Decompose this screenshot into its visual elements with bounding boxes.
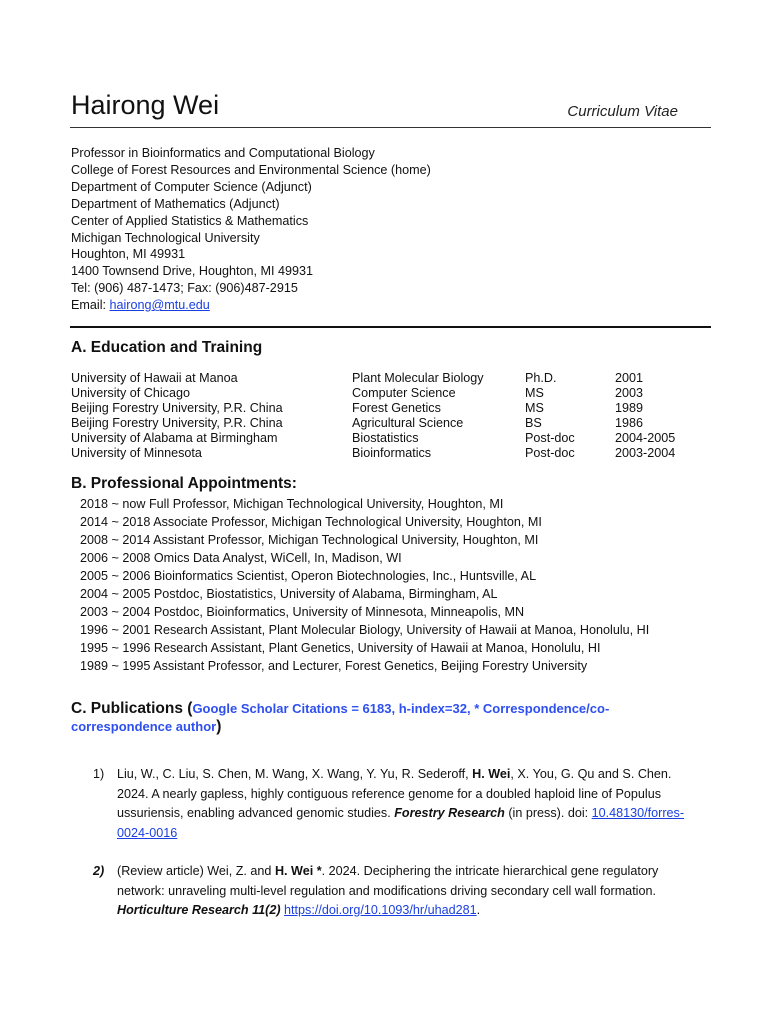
education-degree: Post-doc: [525, 431, 575, 445]
education-degree: Post-doc: [525, 446, 575, 460]
contact-line: Professor in Bioinformatics and Computational Biology: [71, 146, 375, 160]
publication-citation: [117, 765, 692, 843]
publications-paren-close: ): [216, 718, 222, 735]
contact-block: [71, 145, 431, 314]
publication-citation: [117, 862, 692, 921]
education-institution: University of Alabama at Birmingham: [71, 431, 278, 445]
education-year: 1989: [615, 401, 644, 415]
contact-line: Tel: (906) 487-1473; Fax: (906)487-2915: [71, 281, 298, 296]
appointment-item: 1996 ~ 2001 Research Assistant, Plant Molecular Biology, University of Hawaii at Manoa, Honolulu, HI: [80, 623, 650, 637]
contact-line: Department of Computer Science (Adjunct): [71, 179, 312, 194]
appointment-item: 2014 ~ 2018 Associate Professor, Michigan Technological University, Houghton, MI: [80, 515, 542, 529]
document-type-label: Curriculum Vitae: [567, 103, 678, 120]
education-institution: University of Minnesota: [71, 446, 202, 460]
education-institution: University of Chicago: [71, 386, 190, 400]
publications-citation-note: Google Scholar Citations = 6183, h-index=32, * Correspondence/co-correspondence author: [71, 701, 610, 734]
appointment-item: 1995 ~ 1996 Research Assistant, Plant Genetics, University of Hawaii at Manoa, Honolulu, HI: [80, 641, 601, 655]
education-degree: MS: [525, 386, 544, 400]
author-name: Hairong Wei: [71, 90, 220, 120]
citation-detail: (in press). doi:: [504, 806, 592, 820]
appointments-list: [80, 495, 649, 675]
education-field: Forest Genetics: [352, 401, 441, 415]
appointment-item: 2004 ~ 2005 Postdoc, Biostatistics, University of Alabama, Birmingham, AL: [80, 587, 498, 601]
citation-title: , X. You, G. Qu and S. Chen. 2024. A nearly gapless, highly contiguous reference genome for a doubled haploid line of Populus ussuriensis, enabling advanced genomic studies.: [117, 767, 672, 820]
contact-line: Michigan Technological University: [71, 230, 260, 245]
citation-doi-link[interactable]: https://doi.org/10.1093/hr/uhad281: [284, 903, 477, 917]
education-field: Agricultural Science: [352, 416, 464, 430]
publication-number: 2): [93, 864, 105, 878]
appointment-item: 2018 ~ now Full Professor, Michigan Technological University, Houghton, MI: [80, 497, 504, 511]
education-field: Bioinformatics: [352, 446, 432, 460]
citation-tail: .: [476, 903, 481, 917]
education-degrees: [525, 371, 575, 461]
contact-line: College of Forest Resources and Environmental Science (home): [71, 162, 431, 177]
education-heading: A. Education and Training: [71, 339, 263, 356]
appointment-item: 1989 ~ 1995 Assistant Professor, and Lecturer, Forest Genetics, Beijing Forestry University: [80, 659, 588, 673]
education-year: 2003: [615, 386, 644, 400]
appointment-item: 2005 ~ 2006 Bioinformatics Scientist, Operon Biotechnologies, Inc., Huntsville, AL: [80, 569, 537, 583]
education-years: [615, 371, 675, 461]
education-degree: Ph.D.: [525, 371, 557, 385]
appointment-item: 2006 ~ 2008 Omics Data Analyst, WiCell, In, Madison, WI: [80, 551, 402, 565]
education-institution: University of Hawaii at Manoa: [71, 371, 238, 385]
email-line: [71, 297, 431, 314]
publication-number: 1): [93, 767, 105, 781]
contact-line: Center of Applied Statistics & Mathematics: [71, 213, 309, 228]
citation-self-author: H. Wei *: [274, 864, 322, 878]
education-field: Computer Science: [352, 386, 456, 400]
education-degree: BS: [525, 416, 542, 430]
appointment-item: 2003 ~ 2004 Postdoc, Bioinformatics, University of Minnesota, Minneapolis, MN: [80, 605, 525, 619]
education-institution: Beijing Forestry University, P.R. China: [71, 401, 283, 415]
section-divider: [70, 326, 711, 328]
email-label: Email:: [71, 298, 110, 313]
education-institutions: [71, 371, 283, 461]
header-divider: [70, 127, 711, 128]
citation-title: . 2024. Deciphering the intricate hierarchical gene regulatory network: unraveling multi-level regulation and modifications driving secondary cell wall formation.: [117, 864, 659, 898]
citation-journal: Horticulture Research 11(2): [117, 903, 281, 917]
education-year: 1986: [615, 416, 644, 430]
publications-title: C. Publications: [71, 700, 183, 717]
education-institution: Beijing Forestry University, P.R. China: [71, 416, 283, 430]
education-field: Plant Molecular Biology: [352, 371, 484, 385]
citation-journal: Forestry Research: [394, 806, 505, 820]
education-fields: [352, 371, 484, 461]
publications-heading: [71, 700, 631, 736]
citation-self-author: H. Wei: [472, 767, 511, 781]
email-link[interactable]: hairong@mtu.edu: [109, 298, 210, 313]
education-degree: MS: [525, 401, 544, 415]
appointments-heading: B. Professional Appointments:: [71, 475, 297, 492]
education-year: 2003-2004: [615, 446, 676, 460]
citation-authors: Liu, W., C. Liu, S. Chen, M. Wang, X. Wang, Y. Yu, R. Sederoff,: [117, 767, 473, 781]
citation-doi-link[interactable]: 10.48130/forres-0024-0016: [117, 806, 685, 840]
contact-line: 1400 Townsend Drive, Houghton, MI 49931: [71, 264, 314, 279]
citation-authors: (Review article) Wei, Z. and: [117, 864, 275, 878]
publications-paren-open: (: [182, 700, 193, 717]
appointment-item: 2008 ~ 2014 Assistant Professor, Michigan Technological University, Houghton, MI: [80, 533, 539, 547]
contact-line: Department of Mathematics (Adjunct): [71, 196, 280, 211]
education-field: Biostatistics: [352, 431, 419, 445]
education-year: 2001: [615, 371, 644, 385]
contact-line: Houghton, MI 49931: [71, 247, 186, 262]
education-year: 2004-2005: [615, 431, 676, 445]
